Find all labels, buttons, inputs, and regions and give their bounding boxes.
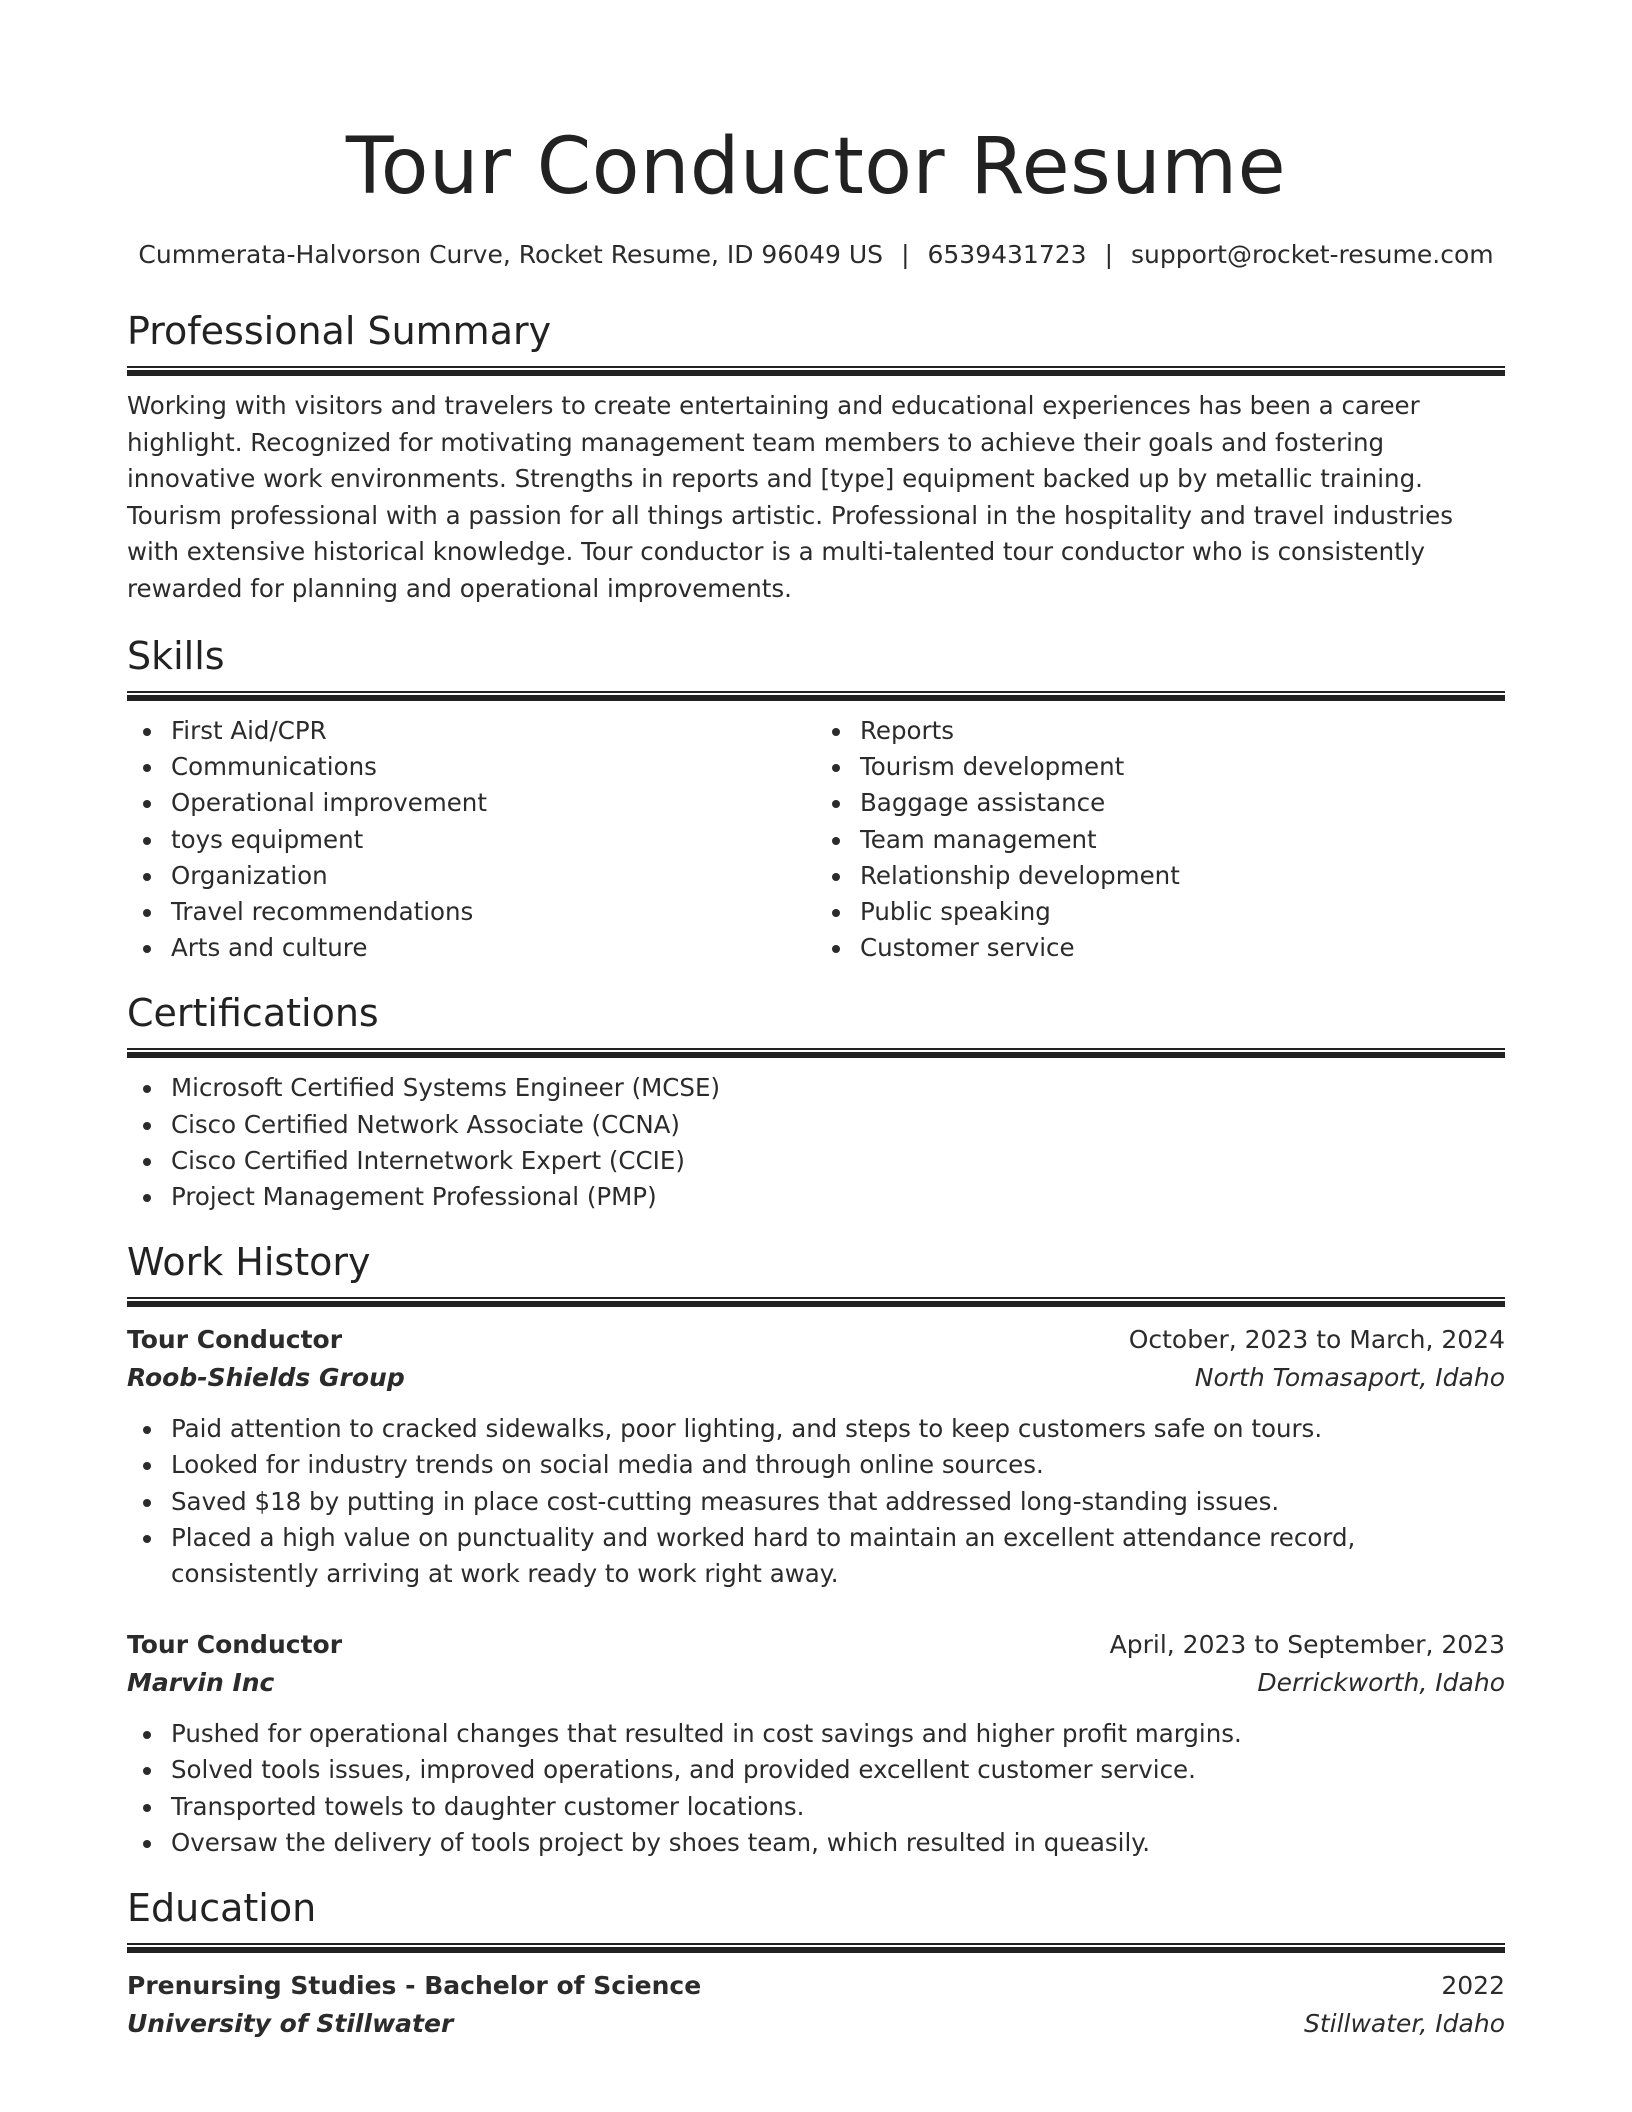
bullet-dot-icon (832, 800, 840, 808)
list-item (860, 749, 1505, 785)
list-item-text: Saved $18 by putting in place cost-cutting measures that addressed long-standing issues. (171, 1486, 1280, 1516)
list-item-text: Travel recommendations (171, 897, 474, 927)
list-item (860, 822, 1505, 858)
bullet-dot-icon (143, 800, 151, 808)
section-divider (127, 1943, 1505, 1953)
job-company: Roob-Shields Group (127, 1363, 405, 1393)
contact-email: support@rocket-resume.com (1131, 240, 1494, 269)
job-title: Tour Conductor (127, 1630, 343, 1660)
list-item (171, 1447, 1505, 1483)
list-item-text: Oversaw the delivery of tools project by shoes team, which resulted in queasily. (171, 1827, 1151, 1857)
list-item (171, 785, 816, 821)
list-item (171, 1411, 1505, 1447)
contact-phone: 6539431723 (927, 240, 1087, 269)
job-head-row (127, 1626, 1505, 1664)
skills-list-left (127, 713, 816, 966)
list-item-text: Looked for industry trends on social media and through online sources. (171, 1450, 1044, 1480)
resume-title: Tour Conductor Resume (345, 122, 1287, 212)
bullet-dot-icon (143, 728, 151, 736)
list-item (860, 713, 1505, 749)
section-heading-certifications: Certifications (127, 991, 379, 1036)
bullet-dot-icon (143, 1158, 151, 1166)
list-item (171, 1752, 1505, 1788)
bullet-dot-icon (143, 1840, 151, 1848)
bullet-dot-icon (832, 764, 840, 772)
contact-line (127, 238, 1505, 272)
contact-separator: | (901, 240, 910, 269)
list-item (171, 894, 816, 930)
list-item (860, 894, 1505, 930)
bullet-dot-icon (143, 764, 151, 772)
education-location: Stillwater, Idaho (1303, 2009, 1505, 2039)
list-item-text: Customer service (860, 933, 1075, 963)
job-sub-row (127, 1664, 1505, 1702)
list-item (171, 1484, 1505, 1520)
list-item (860, 858, 1505, 894)
job-bullets (127, 1716, 1505, 1861)
job-entry (127, 1321, 1505, 1592)
section-heading-skills: Skills (127, 634, 225, 678)
certifications-list (127, 1070, 1505, 1215)
bullet-dot-icon (143, 873, 151, 881)
skills-section (127, 631, 1505, 966)
list-item (860, 785, 1505, 821)
bullet-dot-icon (143, 1194, 151, 1202)
list-item (860, 930, 1505, 966)
list-item-text: First Aid/CPR (171, 716, 327, 745)
education-degree: Prenursing Studies - Bachelor of Science (127, 1971, 702, 2001)
job-dates: October, 2023 to March, 2024 (1128, 1325, 1505, 1355)
bullet-dot-icon (143, 1085, 151, 1093)
section-divider (127, 366, 1505, 376)
list-item-text: Relationship development (860, 860, 1180, 890)
list-item-text: Transported towels to daughter customer locations. (171, 1791, 805, 1821)
list-item (171, 822, 816, 858)
job-bullets (127, 1411, 1505, 1592)
job-company: Marvin Inc (127, 1668, 275, 1698)
list-item-text: Baggage assistance (860, 788, 1106, 818)
list-item-text: Organization (171, 860, 328, 890)
bullet-dot-icon (143, 1535, 151, 1543)
education-year: 2022 (1441, 1971, 1505, 2001)
list-item (171, 858, 816, 894)
list-item-text: Communications (171, 752, 377, 782)
list-item-text: Reports (860, 716, 954, 745)
list-item (171, 1789, 1505, 1825)
section-heading-education: Education (127, 1886, 317, 1931)
bullet-dot-icon (143, 909, 151, 917)
bullet-dot-icon (832, 909, 840, 917)
list-item (171, 930, 816, 966)
job-location: North Tomasaport, Idaho (1194, 1363, 1505, 1393)
list-item-text: Public speaking (860, 897, 1051, 927)
summary-section (127, 306, 1505, 607)
bullet-dot-icon (832, 873, 840, 881)
list-item-text: Arts and culture (171, 933, 368, 963)
section-divider (127, 1297, 1505, 1307)
job-title: Tour Conductor (127, 1325, 343, 1355)
list-item-text: Placed a high value on punctuality and worked hard to maintain an excellent attendance record, consistently arriving at work ready to work right away. (171, 1522, 1356, 1589)
list-item (171, 1179, 1505, 1215)
list-item (171, 749, 816, 785)
list-item (171, 1143, 1505, 1179)
education-entry (127, 1967, 1505, 2043)
bullet-dot-icon (143, 1499, 151, 1507)
job-entry (127, 1626, 1505, 1861)
list-item-text: toys equipment (171, 824, 364, 854)
education-sub-row (127, 2005, 1505, 2043)
section-heading-summary: Professional Summary (127, 309, 552, 353)
section-divider (127, 691, 1505, 701)
bullet-dot-icon (143, 1731, 151, 1739)
bullet-dot-icon (143, 1426, 151, 1434)
bullet-dot-icon (832, 837, 840, 845)
bullet-dot-icon (143, 1462, 151, 1470)
bullet-dot-icon (143, 1804, 151, 1812)
education-head-row (127, 1967, 1505, 2005)
bullet-dot-icon (832, 945, 840, 953)
list-item-text: Solved tools issues, improved operations, and provided excellent customer service. (171, 1755, 1196, 1785)
list-item-text: Team management (860, 824, 1097, 854)
jobs-container (127, 1321, 1505, 1861)
certifications-section (127, 988, 1505, 1215)
section-heading-work-history: Work History (127, 1240, 371, 1285)
job-sub-row (127, 1359, 1505, 1397)
contact-separator: | (1104, 240, 1113, 269)
contact-address: Cummerata-Halvorson Curve, Rocket Resume, ID 96049 US (138, 240, 884, 269)
bullet-dot-icon (143, 1767, 151, 1775)
bullet-dot-icon (143, 945, 151, 953)
list-item (171, 1520, 1505, 1592)
job-dates: April, 2023 to September, 2023 (1109, 1630, 1505, 1660)
section-divider (127, 1048, 1505, 1058)
list-item (171, 1107, 1505, 1143)
list-item-text: Microsoft Certified Systems Engineer (MCSE) (171, 1073, 721, 1103)
list-item-text: Paid attention to cracked sidewalks, poor lighting, and steps to keep customers safe on tours. (171, 1414, 1323, 1444)
list-item-text: Cisco Certified Network Associate (CCNA) (171, 1109, 680, 1139)
education-section (127, 1883, 1505, 2043)
list-item (171, 1825, 1505, 1861)
skills-list-right (816, 713, 1505, 966)
list-item-text: Pushed for operational changes that resulted in cost savings and higher profit margins. (171, 1719, 1242, 1749)
work-history-section (127, 1237, 1505, 1861)
summary-text: Working with visitors and travelers to create entertaining and educational experiences has been a career highlight. Recognized for motivating management team members to achieve their goals and fostering innovative work environments. Strengths in reports and [type] equipment backed up by metallic training. Tourism professional with a passion for all things artistic. Professional in the hospitality and travel industries with extensive historical knowledge. Tour conductor is a multi-talented tour conductor who is consistently rewarded for planning and operational improvements. (127, 391, 1453, 603)
list-item (171, 1716, 1505, 1752)
education-school: University of Stillwater (127, 2009, 454, 2039)
job-location: Derrickworth, Idaho (1257, 1668, 1505, 1698)
skills-grid (127, 713, 1505, 966)
list-item-text: Cisco Certified Internetwork Expert (CCIE) (171, 1145, 685, 1175)
list-item (171, 1070, 1505, 1106)
bullet-dot-icon (143, 1122, 151, 1130)
list-item (171, 713, 816, 749)
bullet-dot-icon (832, 728, 840, 736)
list-item-text: Tourism development (860, 752, 1125, 782)
list-item-text: Operational improvement (171, 788, 487, 818)
job-head-row (127, 1321, 1505, 1359)
list-item-text: Project Management Professional (PMP) (171, 1182, 657, 1212)
bullet-dot-icon (143, 837, 151, 845)
